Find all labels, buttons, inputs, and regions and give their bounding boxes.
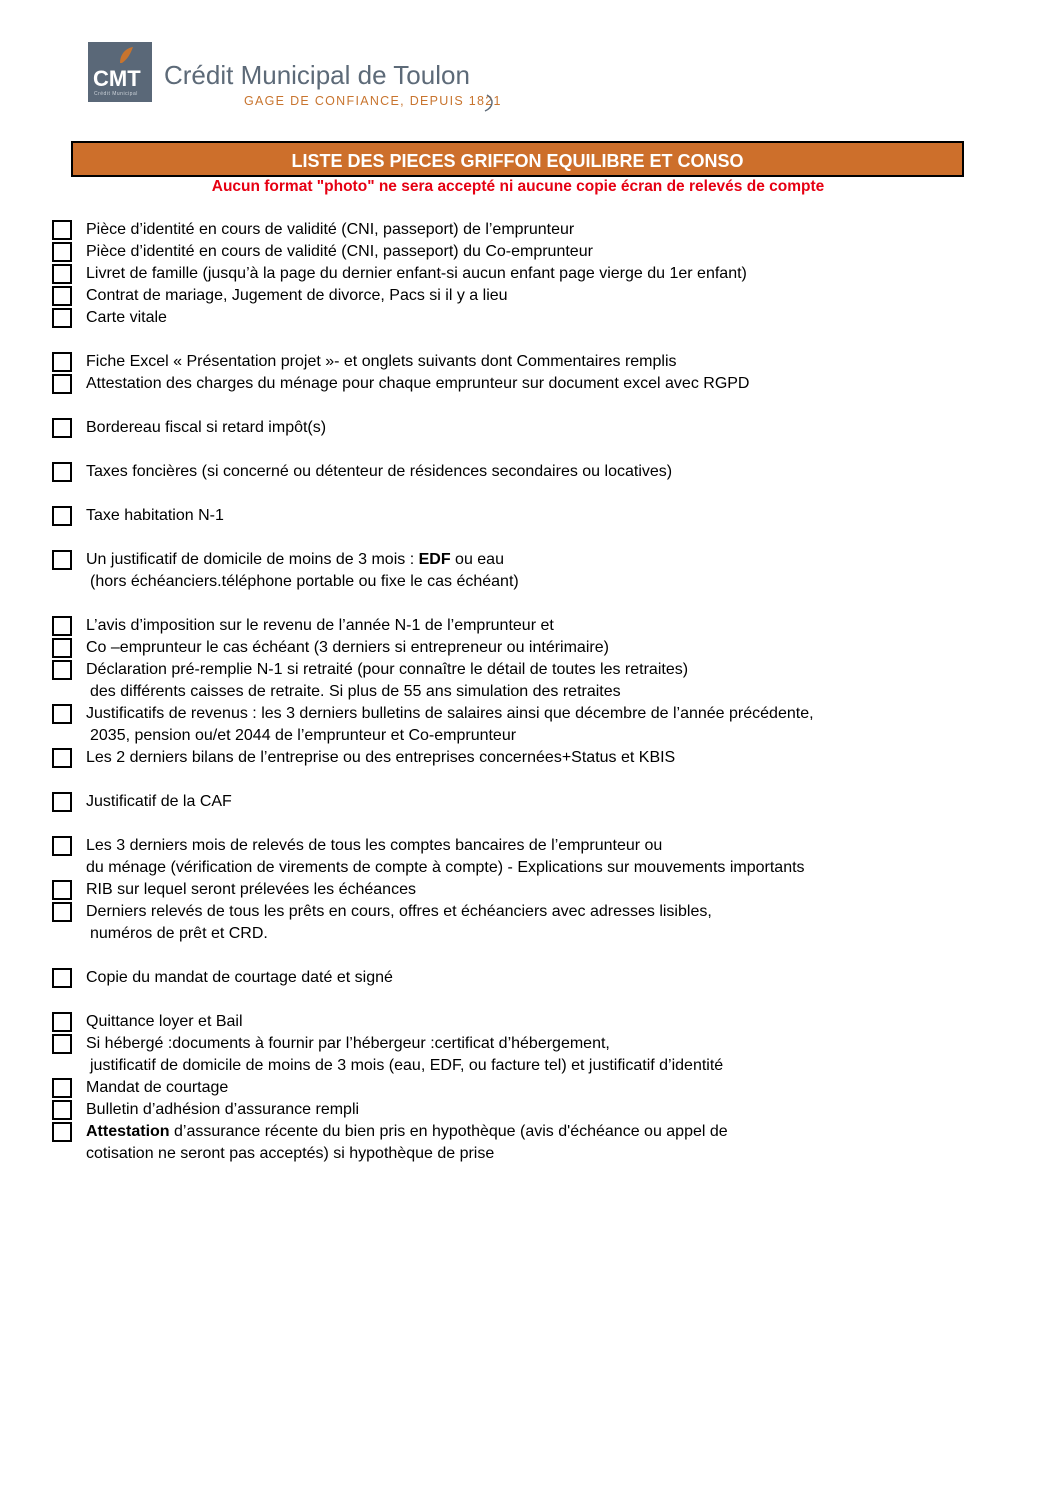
checklist-text: Un justificatif de domicile de moins de 3 mois : [86, 551, 419, 568]
checklist-item: Co –emprunteur le cas échéant (3 derniers si entrepreneur ou intérimaire) [86, 639, 609, 656]
checklist-item: Livret de famille (jusqu’à la page du dernier enfant-si aucun enfant page vierge du 1er enfant) [86, 265, 747, 282]
logo-swoosh-icon [483, 94, 495, 112]
checklist-item: Contrat de mariage, Jugement de divorce, Pacs si il y a lieu [86, 287, 508, 304]
checkbox[interactable] [52, 418, 72, 438]
checklist-item-continuation: des différents caisses de retraite. Si plus de 55 ans simulation des retraites [90, 683, 621, 700]
checklist-item: Pièce d’identité en cours de validité (CNI, passeport) du Co-emprunteur [86, 243, 593, 260]
checklist-bold-text: EDF [418, 551, 451, 568]
checkbox[interactable] [52, 550, 72, 570]
checklist-item: Les 2 derniers bilans de l’entreprise ou des entreprises concernées+Status et KBIS [86, 749, 676, 766]
checklist-item: Taxes foncières (si concerné ou détenteur de résidences secondaires ou locatives) [86, 463, 673, 480]
checkbox[interactable] [52, 220, 72, 240]
logo-mark [88, 42, 152, 102]
logo-mark-text: CMT [93, 66, 141, 91]
checklist-item-continuation: justificatif de domicile de moins de 3 mois (eau, EDF, ou facture tel) et justificatif d’identité [90, 1057, 724, 1074]
checkbox[interactable] [52, 638, 72, 658]
warning-notice: Aucun format "photo" ne sera accepté ni aucune copie écran de relevés de compte [211, 178, 825, 195]
page-title: LISTE DES PIECES GRIFFON EQUILIBRE ET CONSO [71, 141, 964, 177]
logo-leaf-icon [118, 46, 134, 64]
checklist-item: Déclaration pré-remplie N-1 si retraité (pour connaître le détail de toutes les retraites) [86, 661, 689, 678]
checkbox[interactable] [52, 286, 72, 306]
checklist-item [86, 1121, 728, 1143]
checklist-item: Si hébergé :documents à fournir par l’hébergeur :certificat d’hébergement, [86, 1035, 610, 1052]
checklist-item: Attestation des charges du ménage pour chaque emprunteur sur document excel avec RGPD [86, 375, 750, 392]
checkbox[interactable] [52, 1078, 72, 1098]
checklist-text: ou eau [450, 551, 504, 568]
logo-mark-subtext: Crédit Municipal [94, 91, 138, 97]
checklist-item: Mandat de courtage [86, 1079, 229, 1096]
checklist-item: Pièce d’identité en cours de validité (CNI, passeport) de l’emprunteur [86, 221, 575, 238]
checkbox[interactable] [52, 1122, 72, 1142]
checkbox[interactable] [52, 704, 72, 724]
checkbox[interactable] [52, 1012, 72, 1032]
checklist-item: Copie du mandat de courtage daté et signé [86, 969, 393, 986]
checklist-item-continuation: (hors échéanciers.téléphone portable ou fixe le cas échéant) [90, 573, 519, 590]
checklist-item: Taxe habitation N-1 [86, 507, 224, 524]
checkbox[interactable] [52, 352, 72, 372]
checklist-item-continuation: numéros de prêt et CRD. [90, 925, 268, 942]
checkbox[interactable] [52, 506, 72, 526]
checkbox[interactable] [52, 748, 72, 768]
checkbox[interactable] [52, 792, 72, 812]
checkbox[interactable] [52, 880, 72, 900]
logo-tagline: GAGE DE CONFIANCE, DEPUIS 1821 [244, 94, 502, 108]
checklist-item-continuation: 2035, pension ou/et 2044 de l’emprunteur et Co-emprunteur [90, 727, 517, 744]
checkbox[interactable] [52, 264, 72, 284]
checklist-item: L’avis d’imposition sur le revenu de l’année N-1 de l’emprunteur et [86, 617, 554, 634]
checkbox[interactable] [52, 1100, 72, 1120]
checklist-item: Derniers relevés de tous les prêts en cours, offres et échéanciers avec adresses lisibles, [86, 903, 712, 920]
checkbox[interactable] [52, 836, 72, 856]
checkbox[interactable] [52, 308, 72, 328]
checklist-item: Fiche Excel « Présentation projet »- et onglets suivants dont Commentaires remplis [86, 353, 677, 370]
checklist-item: Bulletin d’adhésion d’assurance rempli [86, 1101, 360, 1118]
checkbox[interactable] [52, 374, 72, 394]
checklist-item [86, 549, 504, 571]
checklist-item: RIB sur lequel seront prélevées les échéances [86, 881, 416, 898]
logo [88, 42, 508, 114]
checklist-item: Les 3 derniers mois de relevés de tous les comptes bancaires de l’emprunteur ou [86, 837, 663, 854]
checklist-item: Quittance loyer et Bail [86, 1013, 243, 1030]
checkbox[interactable] [52, 1034, 72, 1054]
checklist-item-continuation: du ménage (vérification de virements de compte à compte) - Explications sur mouvements importants [86, 859, 805, 876]
checklist-item: Bordereau fiscal si retard impôt(s) [86, 419, 327, 436]
checkbox[interactable] [52, 242, 72, 262]
checklist-item: Justificatif de la CAF [86, 793, 232, 810]
checkbox[interactable] [52, 616, 72, 636]
checklist-bold-text: Attestation [86, 1123, 170, 1140]
checklist-item: Carte vitale [86, 309, 167, 326]
checklist-text: d’assurance récente du bien pris en hypothèque (avis d'échéance ou appel de [169, 1123, 728, 1140]
checkbox[interactable] [52, 462, 72, 482]
checkbox[interactable] [52, 968, 72, 988]
logo-name: Crédit Municipal de Toulon [164, 60, 470, 90]
checklist-item: Justificatifs de revenus : les 3 derniers bulletins de salaires ainsi que décembre de l’année précédente, [86, 705, 814, 722]
checklist-item-continuation: cotisation ne seront pas acceptés) si hypothèque de prise [86, 1145, 495, 1162]
checkbox[interactable] [52, 660, 72, 680]
checkbox[interactable] [52, 902, 72, 922]
